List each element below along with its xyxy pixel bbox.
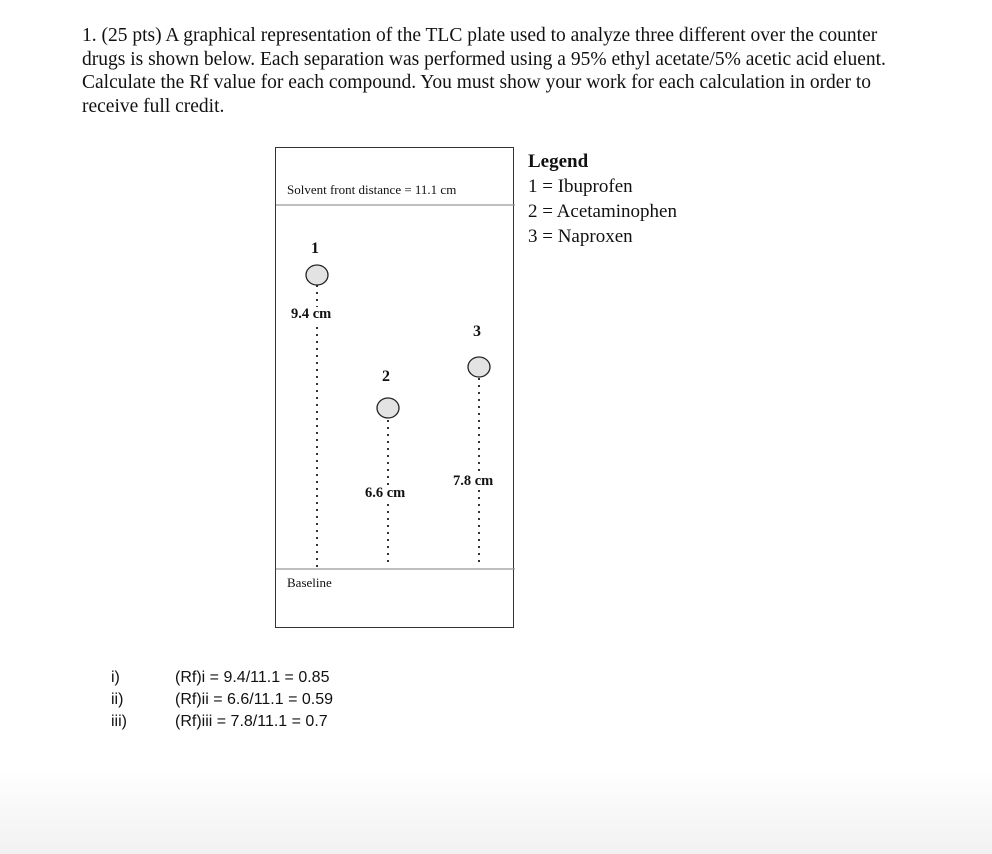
legend-item: 2 = Acetaminophen: [528, 201, 677, 222]
answer-number: iii): [111, 713, 127, 730]
answer-text: (Rf)iii = 7.8/11.1 = 0.7: [175, 713, 328, 730]
spot-2-number: 2: [382, 368, 390, 385]
answer-row: [111, 667, 333, 689]
spot-3-distance-label: 7.8 cm: [453, 473, 494, 489]
legend: [528, 149, 677, 249]
legend-title: Legend: [528, 151, 589, 172]
answer-row: [111, 711, 333, 733]
spot-2-distance-label: 6.6 cm: [365, 485, 406, 501]
answer-text: (Rf)i = 9.4/11.1 = 0.85: [175, 669, 330, 686]
answer-number: ii): [111, 691, 124, 708]
spot-2: [377, 398, 399, 418]
legend-item: 1 = Ibuprofen: [528, 176, 633, 197]
legend-item: 3 = Naproxen: [528, 226, 633, 247]
spot-1-distance-label: 9.4 cm: [291, 306, 332, 322]
answer-row: [111, 689, 333, 711]
answer-text: (Rf)ii = 6.6/11.1 = 0.59: [175, 691, 334, 708]
tlc-plate: [275, 147, 514, 628]
spot-1: [306, 265, 328, 285]
answer-number: i): [111, 669, 120, 686]
spot-3-number: 3: [473, 323, 481, 340]
spot-1-number: 1: [311, 240, 319, 257]
tlc-plate-drawing: [276, 148, 515, 629]
page-bottom-fade: [0, 770, 992, 854]
baseline-label: Baseline: [287, 575, 332, 590]
solvent-front-label: Solvent front distance = 11.1 cm: [287, 182, 457, 197]
answers-list: [111, 667, 333, 733]
question-text: 1. (25 pts) A graphical representation of the TLC plate used to analyze three different over the counter drugs is shown below. Each separation was performed using a 95% ethyl acetate/5% acetic acid eluent. Calculate the Rf value for each compound. You must show your work for each calculation in order to receive full credit.: [82, 25, 886, 117]
spot-3: [468, 357, 490, 377]
